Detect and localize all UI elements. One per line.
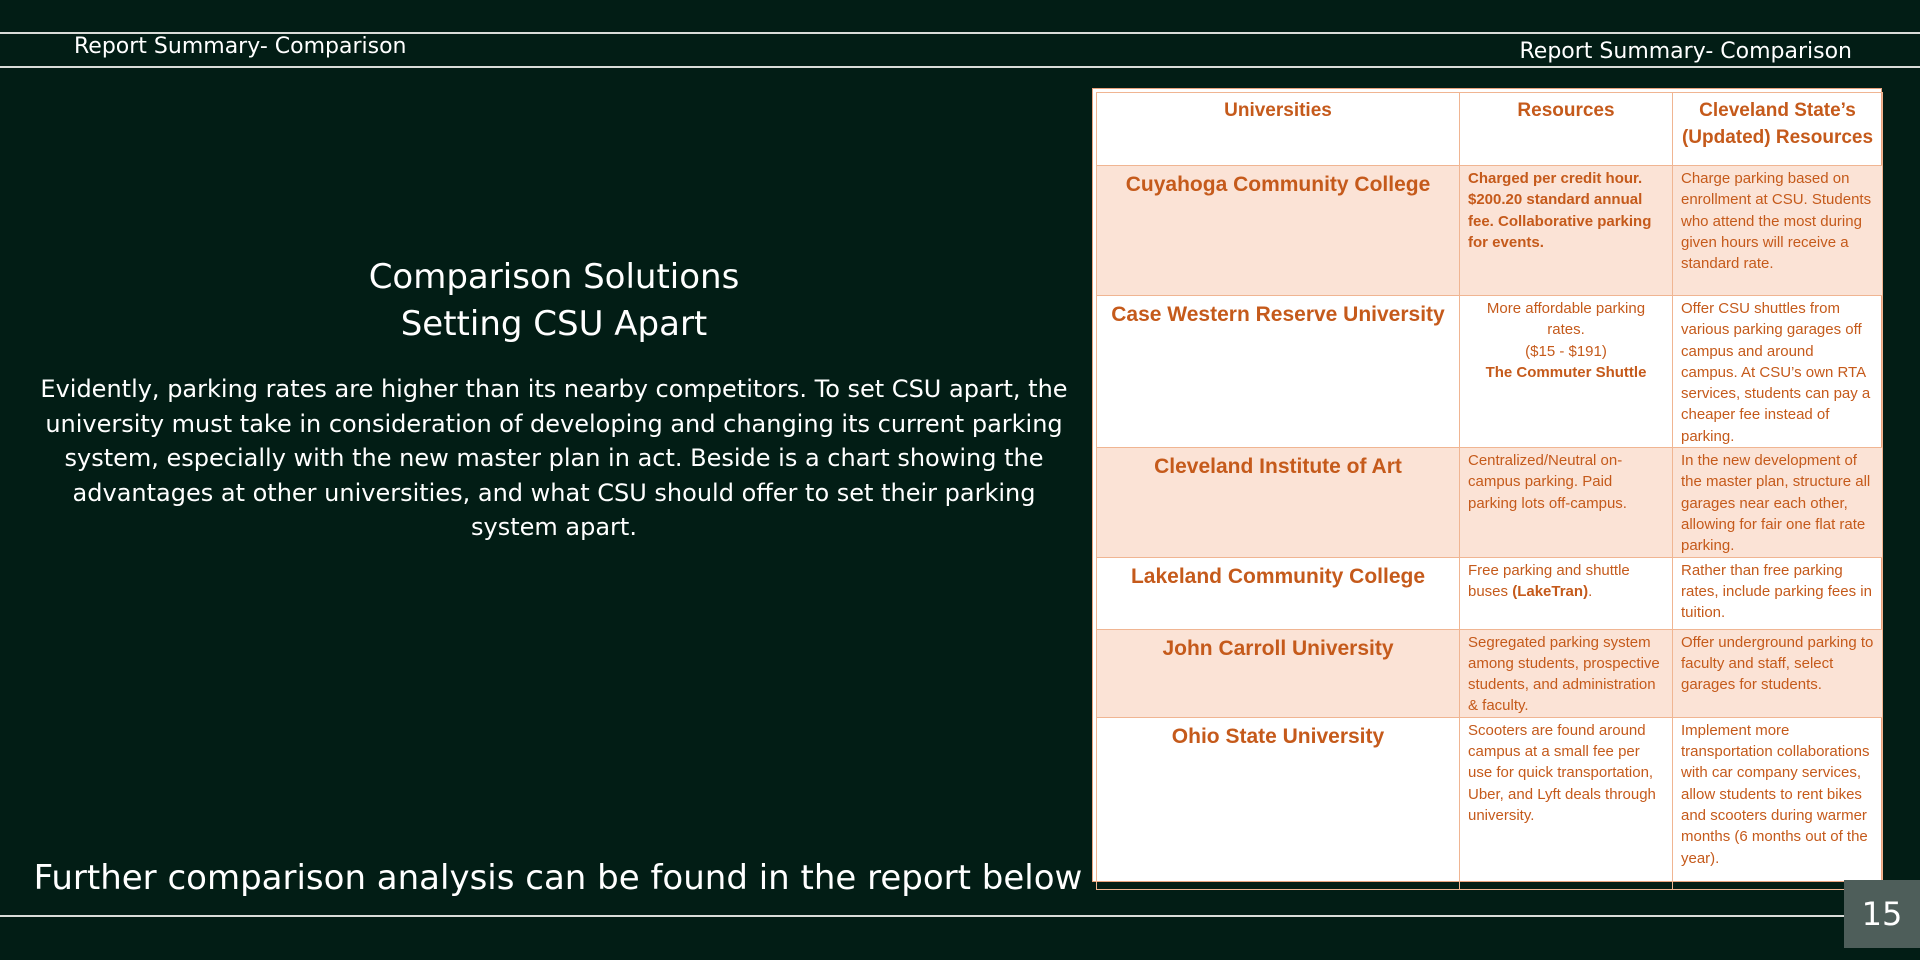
- footer-rule: [0, 915, 1844, 917]
- body-paragraph: Evidently, parking rates are higher than its nearby competitors. To set CSU apart, the university must take in consideration of developing and changing its current parking system, especially with the new master plan in act. Beside is a chart showing the advantages at other universities, and what CSU should offer to set their parking system apart.: [40, 375, 1068, 541]
- comparison-table: [1096, 92, 1883, 890]
- header-rule-bottom: [0, 66, 1920, 68]
- csu-resources: Implement more transportation collaborations with car company services, allow students to rent bikes and scooters during warmer months (6 months out of the year).: [1673, 717, 1883, 889]
- heading-line-1: Comparison Solutions: [368, 257, 740, 297]
- university-name: John Carroll University: [1097, 629, 1460, 717]
- university-name: Lakeland Community College: [1097, 557, 1460, 629]
- csu-resources: In the new development of the master plan, structure all garages near each other, allowing for fair one flat rate parking.: [1673, 448, 1883, 557]
- header-title-right: Report Summary- Comparison: [1519, 39, 1852, 64]
- table-header-row: [1097, 93, 1883, 166]
- table-row: [1097, 717, 1883, 889]
- csu-resources: Offer CSU shuttles from various parking garages off campus and around campus. At CSU’s own RTA services, students can pay a cheaper fee instead of parking.: [1673, 296, 1883, 448]
- heading-line-2: Setting CSU Apart: [400, 304, 708, 344]
- csu-resources: Charge parking based on enrollment at CSU. Students who attend the most during given hours will receive a standard rate.: [1673, 166, 1883, 296]
- university-resources: [1460, 296, 1673, 448]
- university-resources: Charged per credit hour. $200.20 standard annual fee. Collaborative parking for events.: [1460, 166, 1673, 296]
- csu-resources: Rather than free parking rates, include parking fees in tuition.: [1673, 557, 1883, 629]
- csu-resources: Offer underground parking to faculty and staff, select garages for students.: [1673, 629, 1883, 717]
- university-resources: [1460, 557, 1673, 629]
- resources-text: Free parking and shuttle buses: [1468, 561, 1630, 600]
- table-row: [1097, 166, 1883, 296]
- university-name: Ohio State University: [1097, 717, 1460, 889]
- header-resources: Resources: [1460, 93, 1673, 166]
- university-name: Cleveland Institute of Art: [1097, 448, 1460, 557]
- resources-line-2: ($15 - $191): [1525, 342, 1607, 360]
- resources-line-3: The Commuter Shuttle: [1485, 363, 1647, 381]
- page-number: 15: [1844, 880, 1920, 948]
- header-universities: Universities: [1097, 93, 1460, 166]
- resources-end: .: [1588, 582, 1593, 600]
- university-resources: Scooters are found around campus at a small fee per use for quick transportation, Uber, and Lyft deals through university.: [1460, 717, 1673, 889]
- main-heading: [40, 254, 1068, 348]
- header-csu-resources: Cleveland State’s (Updated) Resources: [1673, 93, 1883, 166]
- university-name: Case Western Reserve University: [1097, 296, 1460, 448]
- header-title-left: Report Summary- Comparison: [74, 34, 407, 59]
- footer-note: Further comparison analysis can be found in the report below: [33, 858, 1083, 898]
- table-row: [1097, 296, 1883, 448]
- university-resources: Segregated parking system among students, prospective students, and administration & faculty.: [1460, 629, 1673, 717]
- university-resources: Centralized/Neutral on-campus parking. Paid parking lots off-campus.: [1460, 448, 1673, 557]
- resources-bold-text: (LakeTran): [1512, 582, 1589, 600]
- resources-line-1: More affordable parking rates.: [1486, 300, 1646, 339]
- table-row: [1097, 448, 1883, 557]
- table-row: [1097, 629, 1883, 717]
- table-row: [1097, 557, 1883, 629]
- university-name: Cuyahoga Community College: [1097, 166, 1460, 296]
- comparison-table-frame: [1092, 88, 1882, 882]
